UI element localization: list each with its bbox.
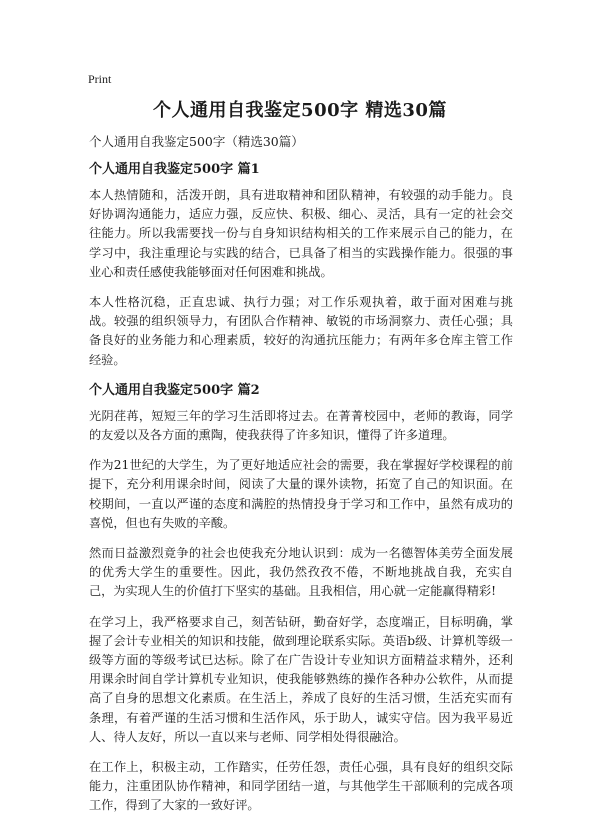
paragraph: 作为21世纪的大学生，为了更好地适应社会的需要，我在掌握好学校课程的前提下，充分利用课余时间，阅读了大量的课外读物，拓宽了自己的知识面。在校期间，一直以严谨的态度和满腔的热情投身于学习和工作中，虽然有成功的喜悦，但也有失败的辛酸。 <box>89 458 513 530</box>
page-title: 个人通用自我鉴定500字 精选30篇 <box>153 100 447 121</box>
print-link[interactable]: Print <box>88 72 112 86</box>
section-heading-2: 个人通用自我鉴定500字 篇2 <box>89 382 260 398</box>
section-heading-1: 个人通用自我鉴定500字 篇1 <box>89 162 260 177</box>
paragraph: 然而日益激烈竟争的社会也使我充分地认识到：成为一名德智体美劳全面发展的优秀大学生的重要性。因此，我仍然孜孜不倦，不断地挑战自我，充实自己，为实现人生的价值打下坚实的基础。且我相信，用心就一定能赢得精彩! <box>89 546 513 599</box>
document-subtitle: 个人通用自我鉴定500字（精选30篇） <box>89 134 304 149</box>
paragraph: 本人热情随和，活泼开朗，具有进取精神和团队精神，有较强的动手能力。良好协调沟通能力，适应力强，反应快、积极、细心、灵活，具有一定的社会交往能力。所以我需要找一份与自身知识结构相关的工作来展示自己的能力，在学习中，我注重理论与实践的结合，已具备了相当的实践操作能力。很强的事业心和责任感使我能够面对任何困难和挑战。 <box>89 188 513 279</box>
paragraph: 光阴荏苒，短短三年的学习生活即将过去。在菁菁校园中，老师的教诲，同学的友爱以及各方面的熏陶，使我获得了许多知识，懂得了许多道理。 <box>89 408 513 443</box>
document-body <box>89 132 513 827</box>
paragraph: 在工作上，积极主动，工作踏实，任劳任怨，责任心强，具有良好的组织交际能力，注重团队协作精神，和同学团结一道，与其他学生干部顺利的完成各项工作，得到了大家的一致好评。 <box>89 760 513 813</box>
paragraph: 本人性格沉稳，正直忠诚、执行力强；对工作乐观执着，敢于面对困难与挑战。较强的组织领导力，有团队合作精神、敏锐的市场洞察力、责任心强；具备良好的业务能力和心理素质，较好的沟通抗压能力；有两年多仓库主管工作经验。 <box>89 295 513 367</box>
paragraph: 在学习上，我严格要求自己，刻苦钻研，勤奋好学，态度端正，目标明确，掌握了会计专业相关的知识和技能，做到理论联系实际。英语b级、计算机等级一级等方面的等级考试已达标。除了在广告设计专业知识方面精益求精外，还利用课余时间自学计算机专业知识，使我能够熟练的操作各种办公软件，从而提高了自身的思想文化素质。在生活上，养成了良好的生活习惯，生活充实而有条理，有着严谨的生活习惯和生活作风，乐于助人，诚实守信。因为我平易近人、待人友好，所以一直以来与老师、同学相处得很融洽。 <box>89 614 513 744</box>
